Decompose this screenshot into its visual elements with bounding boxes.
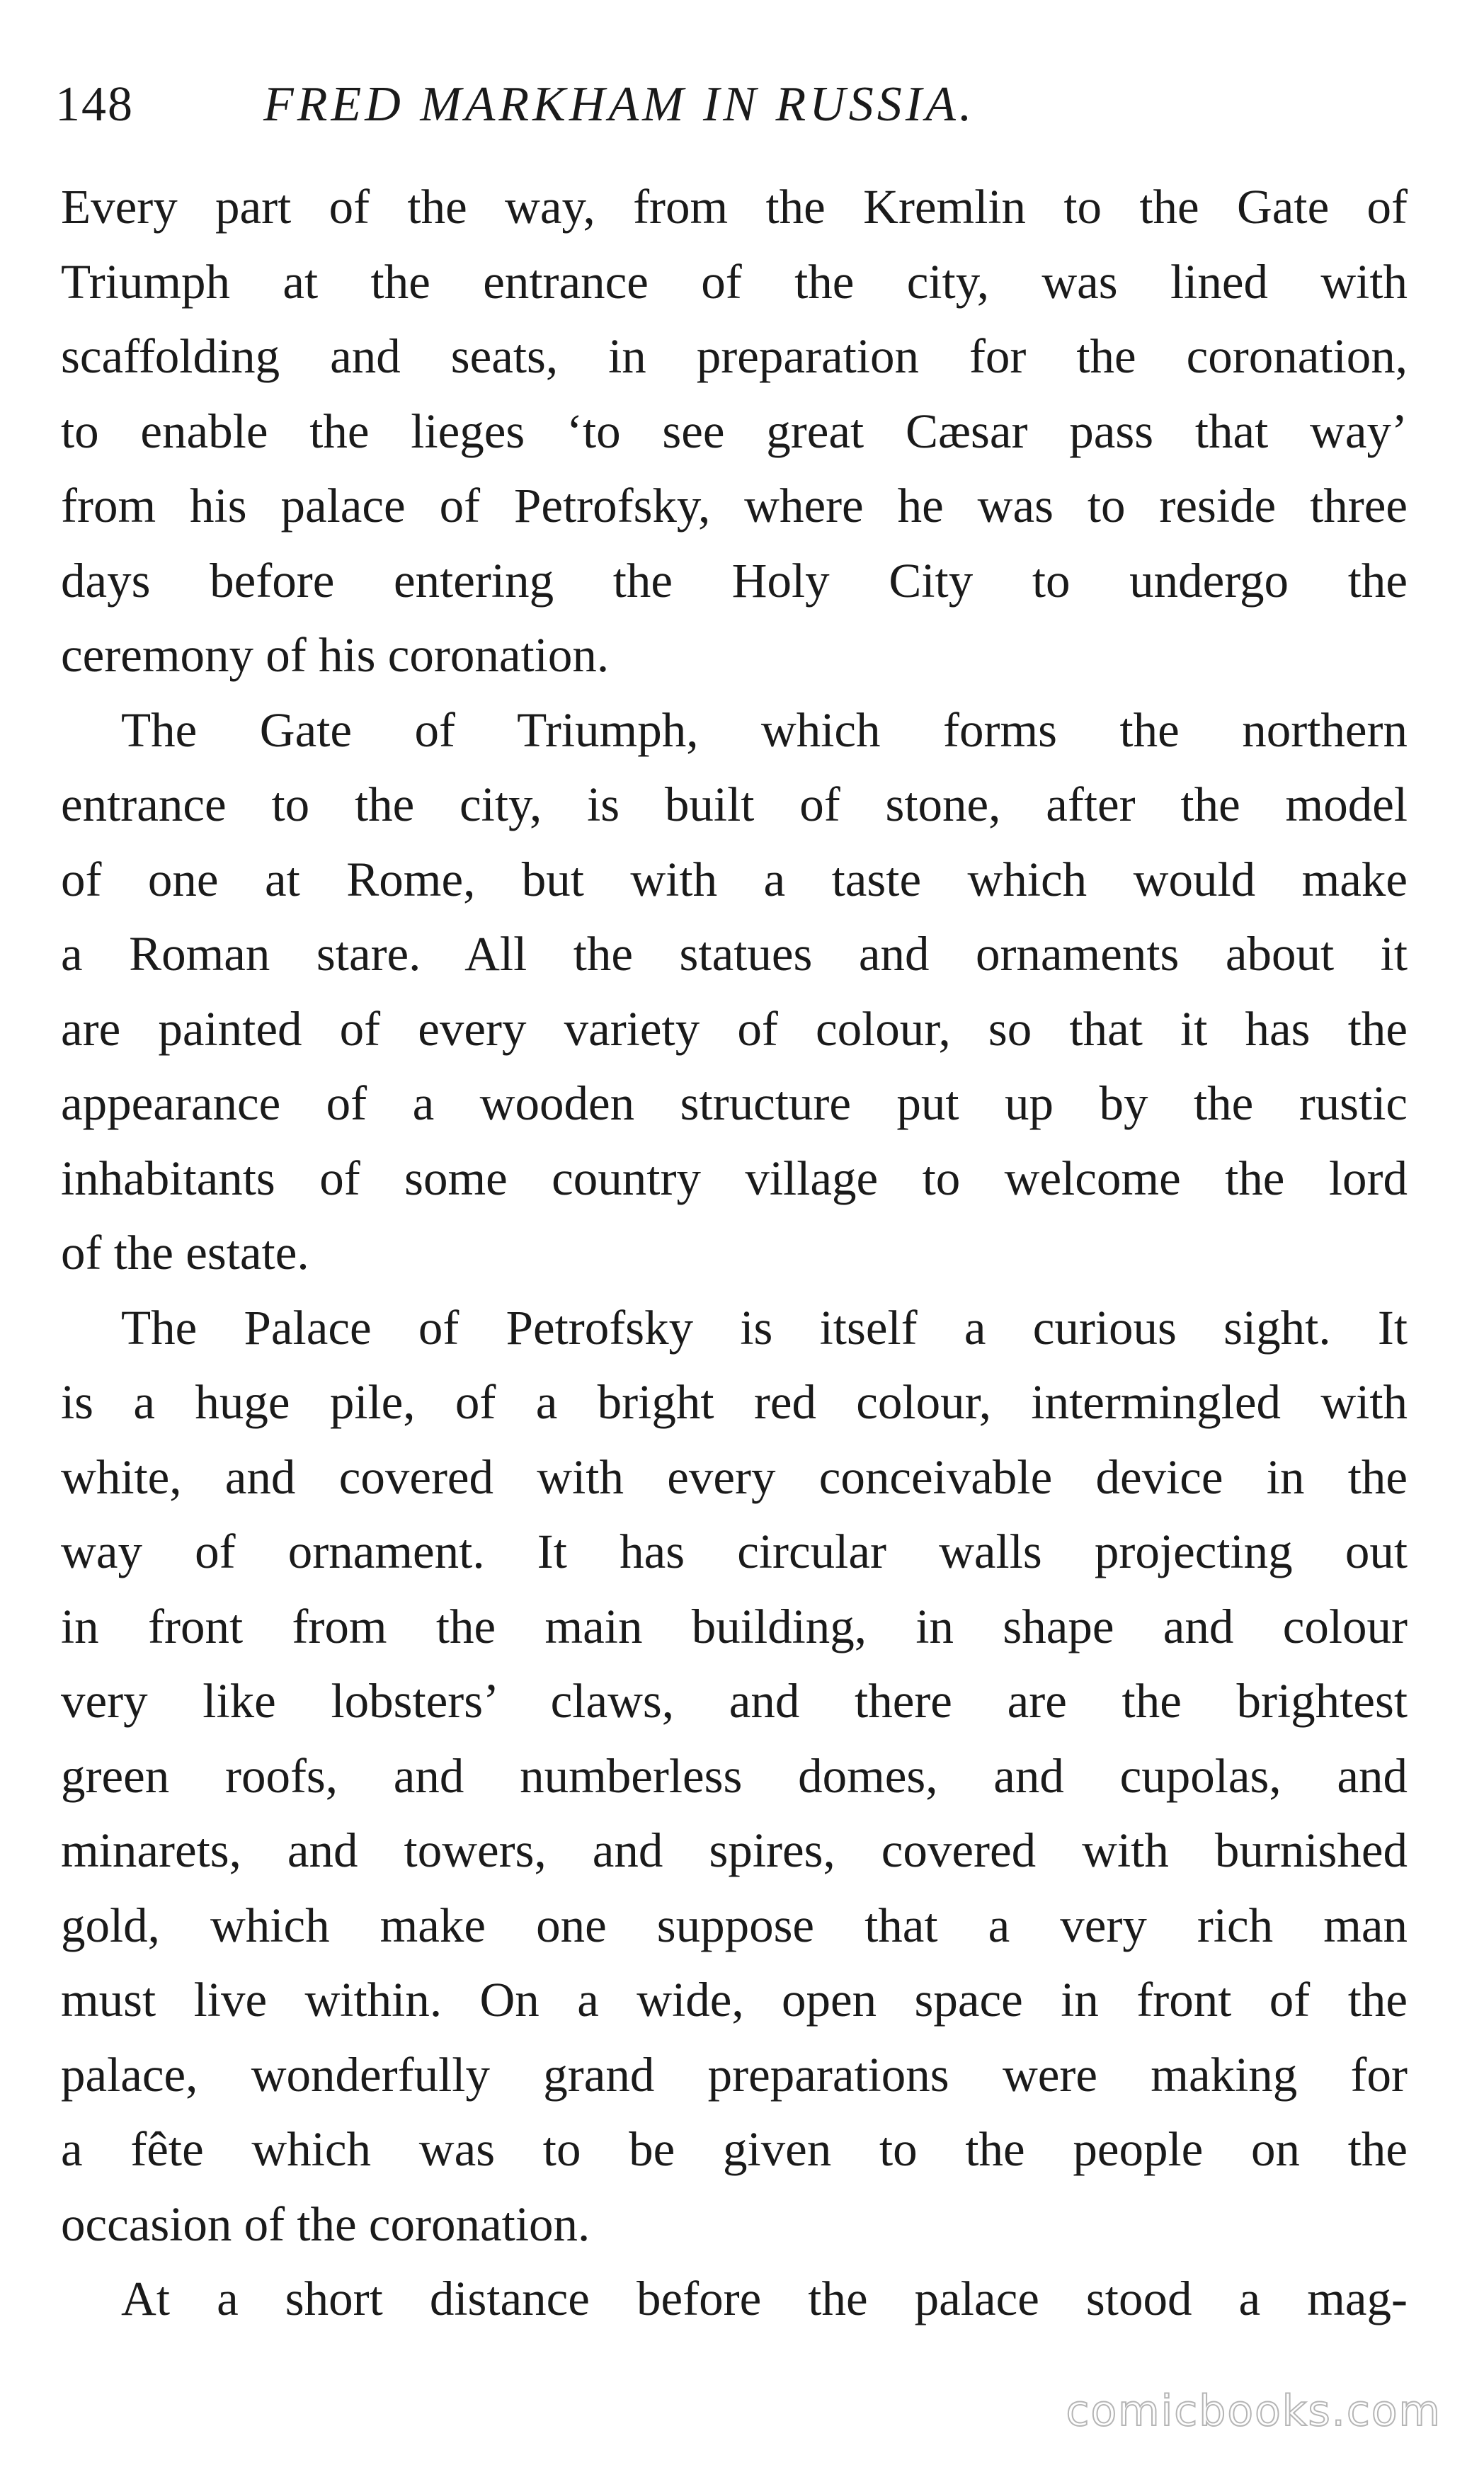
paragraph bbox=[61, 1291, 1408, 2262]
text-line: occasion of the coronation. bbox=[61, 2197, 590, 2251]
text-line: of one at Rome, but with a taste which would make bbox=[61, 852, 1408, 906]
text-line: very like lobsters’ claws, and there are the brightest bbox=[61, 1674, 1408, 1728]
text-line: a fête which was to be given to the people on the bbox=[61, 2122, 1408, 2176]
text-line: appearance of a wooden structure put up by the rustic bbox=[61, 1076, 1408, 1130]
paragraph bbox=[61, 170, 1408, 693]
text-line: palace, wonderfully grand preparations were making for bbox=[61, 2047, 1408, 2102]
text-line: scaffolding and seats, in preparation for the coronation, bbox=[61, 329, 1408, 383]
text-line: from his palace of Petrofsky, where he was to reside three bbox=[61, 479, 1408, 533]
text-line: The Palace of Petrofsky is itself a curious sight. It bbox=[121, 1300, 1408, 1355]
text-line: of the estate. bbox=[61, 1226, 309, 1280]
text-line: is a huge pile, of a bright red colour, intermingled with bbox=[61, 1375, 1408, 1429]
text-line: green roofs, and numberless domes, and cupolas, and bbox=[61, 1748, 1408, 1803]
running-title: FRED MARKHAM IN RUSSIA. bbox=[263, 77, 976, 132]
body-text bbox=[61, 170, 1408, 2337]
text-line: to enable the lieges ‘to see great Cæsar pass that way’ bbox=[61, 404, 1408, 458]
text-line: Every part of the way, from the Kremlin to the Gate of bbox=[61, 180, 1408, 234]
text-line: in front from the main building, in shape and colour bbox=[61, 1599, 1408, 1653]
text-line: Triumph at the entrance of the city, was lined with bbox=[61, 254, 1408, 309]
paragraph bbox=[61, 693, 1408, 1291]
text-line: days before entering the Holy City to undergo the bbox=[61, 553, 1408, 608]
page-header bbox=[0, 62, 1484, 147]
text-line: minarets, and towers, and spires, covered with burnished bbox=[61, 1823, 1408, 1877]
text-line: ceremony of his coronation. bbox=[61, 628, 610, 682]
text-line: inhabitants of some country village to welcome the lord bbox=[61, 1151, 1408, 1205]
text-line: must live within. On a wide, open space in front of the bbox=[61, 1973, 1408, 2027]
text-line: entrance to the city, is built of stone, after the model bbox=[61, 778, 1408, 831]
watermark: comicbooks.com bbox=[1066, 2386, 1442, 2436]
text-line: gold, which make one suppose that a very rich man bbox=[61, 1898, 1408, 1952]
text-line: At a short distance before the palace stood a mag- bbox=[121, 2272, 1408, 2325]
text-line: The Gate of Triumph, which forms the northern bbox=[121, 702, 1408, 757]
text-line: are painted of every variety of colour, so that it has the bbox=[61, 1001, 1408, 1056]
text-line: way of ornament. It has circular walls projecting out bbox=[61, 1525, 1408, 1578]
paragraph bbox=[61, 2262, 1408, 2337]
text-line: a Roman stare. All the statues and ornaments about it bbox=[61, 927, 1408, 981]
text-line: white, and covered with every conceivable device in the bbox=[61, 1450, 1408, 1504]
page-number: 148 bbox=[55, 77, 134, 132]
